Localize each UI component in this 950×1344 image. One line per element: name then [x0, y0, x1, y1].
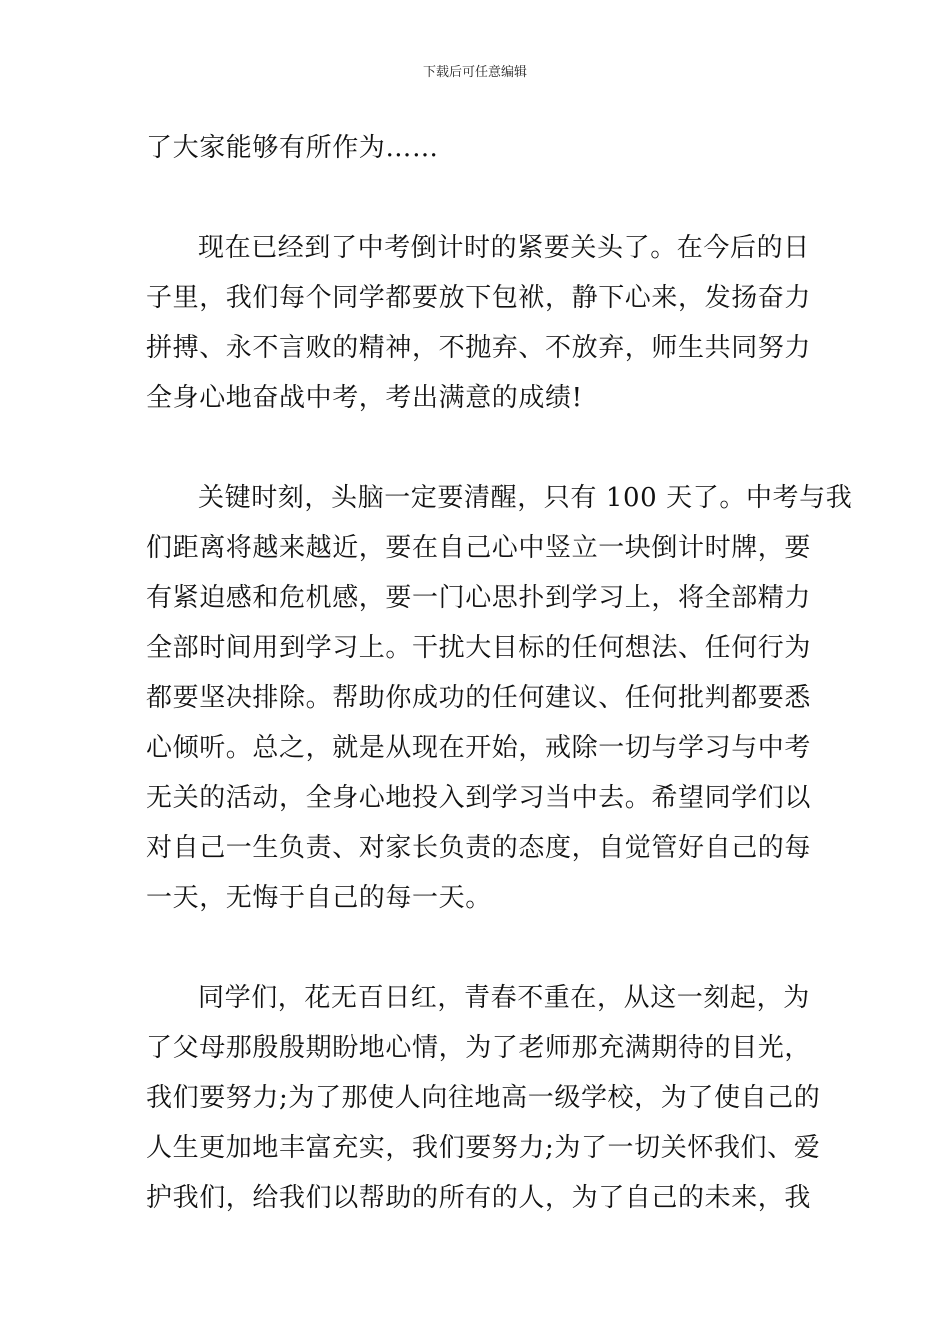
text-line: 人生更加地丰富充实，我们要努力;为了一切关怀我们、爱 — [146, 1133, 821, 1163]
text-line: 全身心地奋战中考，考出满意的成绩! — [146, 383, 583, 413]
text-line: 护我们，给我们以帮助的所有的人，为了自己的未来，我 — [146, 1183, 812, 1213]
text-line: 同学们，花无百日红，青春不重在，从这一刻起，为 — [198, 983, 810, 1013]
text-line: 了大家能够有所作为…… — [146, 133, 439, 163]
paragraph — [146, 973, 821, 1223]
text-line: 全部时间用到学习上。干扰大目标的任何想法、任何行为 — [146, 633, 812, 663]
text-line: 我们要努力;为了那使人向往地高一级学校，为了使自己的 — [146, 1083, 821, 1113]
text-line: 子里，我们每个同学都要放下包袱，静下心来，发扬奋力 — [146, 283, 812, 313]
text-line: 关键时刻，头脑一定要清醒，只有 100 天了。中考与我 — [198, 483, 853, 513]
text-line: 对自己一生负责、对家长负责的态度，自觉管好自己的每 — [146, 833, 812, 863]
text-line: 无关的活动，全身心地投入到学习当中去。希望同学们以 — [146, 783, 812, 813]
page-header: 下载后可任意编辑 — [422, 65, 527, 80]
text-line: 都要坚决排除。帮助你成功的任何建议、任何批判都要悉 — [146, 683, 812, 713]
text-line: 拼搏、永不言败的精神，不抛弃、不放弃，师生共同努力 — [146, 333, 812, 363]
paragraph — [146, 223, 810, 423]
paragraph — [146, 123, 810, 173]
text-line: 了父母那殷殷期盼地心情，为了老师那充满期待的目光， — [146, 1033, 812, 1063]
paragraph-gap — [146, 173, 810, 223]
document-body — [146, 123, 853, 1223]
text-line: 一天，无悔于自己的每一天。 — [146, 883, 492, 913]
text-line: 们距离将越来越近，要在自己心中竖立一块倒计时牌，要 — [146, 533, 812, 563]
paragraph — [146, 473, 853, 923]
text-line: 有紧迫感和危机感，要一门心思扑到学习上，将全部精力 — [146, 583, 812, 613]
paragraph-gap — [146, 423, 810, 473]
text-line: 心倾听。总之，就是从现在开始，戒除一切与学习与中考 — [146, 733, 812, 763]
paragraph-gap — [146, 923, 810, 973]
text-line: 现在已经到了中考倒计时的紧要关头了。在今后的日 — [198, 233, 810, 263]
